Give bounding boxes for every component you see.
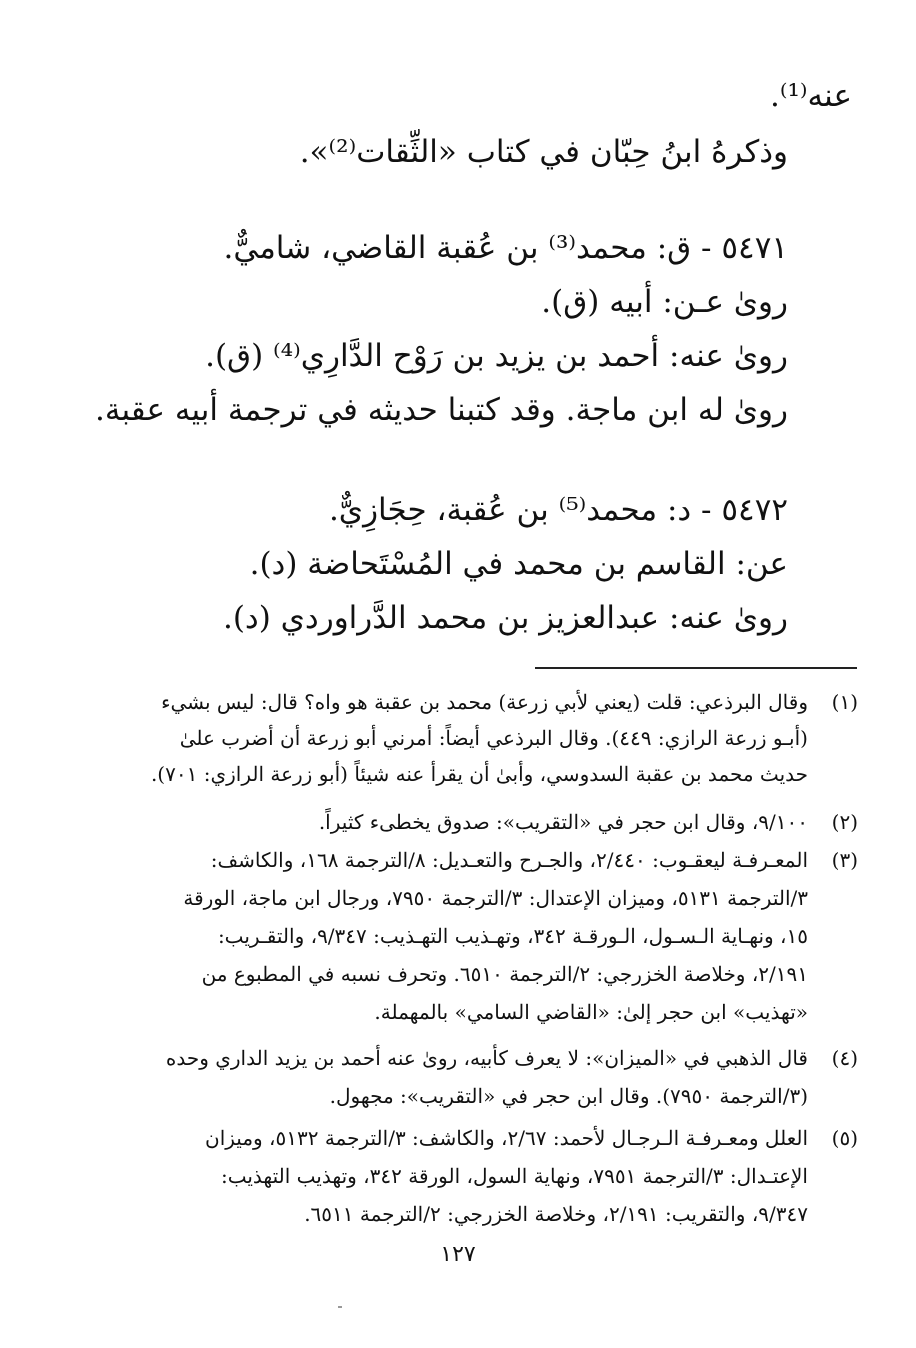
entry-5472-narrated-from: عن: القاسم بن محمد في المُسْتَحاضة (د). — [249, 546, 788, 582]
entry-5471-narrated-from: روىٰ عـن: أبيه (ق). — [541, 284, 788, 320]
footnote-line: ٩/٣٤٧، والتقريب: ٢/١٩١، وخلاصة الخزرجي: ٢/الترجمة ٦٥١١. — [304, 1202, 808, 1226]
footnote-line: «تهذيب» ابن حجر إلىٰ: «القاضي السامي» بالمهملة. — [374, 1000, 808, 1024]
entry-5472-heading: ٥٤٧٢ - د: محمد⁽⁵⁾ بن عُقبة، حِجَازِيٌّ. — [328, 492, 788, 528]
entry-5471-heading: ٥٤٧١ - ق: محمد⁽³⁾ بن عُقبة القاضي، شاميٌّ. — [223, 230, 788, 266]
footnote-line: العلل ومعـرفـة الـرجـال لأحمد: ٢/٦٧، والكاشف: ٣/الترجمة ٥١٣٢، وميزان — [205, 1126, 808, 1150]
footnote-number: (١) — [831, 690, 858, 714]
footnote-number: (٥) — [831, 1126, 858, 1150]
main-line-continuation: عنه⁽¹⁾. — [770, 78, 852, 114]
footnote-line: ٣/الترجمة ٥١٣١، وميزان الإعتدال: ٣/الترجمة ٧٩٥٠، ورجال ابن ماجة، الورقة — [183, 886, 808, 910]
footnote-line: وقال البرذعي: قلت (يعني لأبي زرعة) محمد بن عقبة هو واه؟ قال: ليس بشيء — [161, 690, 808, 714]
footnote-number: (٣) — [831, 848, 858, 872]
footnote-line: المعـرفـة ليعقـوب: ٢/٤٤٠، والجـرح والتعـديل: ٨/الترجمة ١٦٨، والكاشف: — [210, 848, 808, 872]
footnote-divider — [535, 667, 857, 669]
entry-5472-narrated-by: روىٰ عنه: عبدالعزيز بن محمد الدَّراوردي (د). — [222, 600, 788, 636]
footnote-number: (٤) — [831, 1046, 858, 1070]
entry-5471-note: روىٰ له ابن ماجة. وقد كتبنا حديثه في ترجمة أبيه عقبة. — [94, 392, 788, 428]
footnote-line: (٣/الترجمة ٧٩٥٠). وقال ابن حجر في «التقريب»: مجهول. — [329, 1084, 808, 1108]
page-number: ١٢٧ — [440, 1242, 476, 1267]
footnote-number: (٢) — [831, 810, 858, 834]
scan-speck — [338, 1306, 342, 1308]
footnote-line: قال الذهبي في «الميزان»: لا يعرف كأبيه، روىٰ عنه أحمد بن يزيد الداري وحده — [165, 1046, 808, 1070]
main-line-ibn-hibban: وذكرهُ ابنُ حِبّان في كتاب «الثِّقات⁽²⁾». — [299, 134, 788, 170]
footnote-line: (أبـو زرعة الرازي: ٤٤٩). وقال البرذعي أيضاً: أمرني أبو زرعة أن أضرب علىٰ — [179, 726, 808, 750]
footnote-line: ١٥، ونهـاية الـسـول، الـورقـة ٣٤٢، وتهـذيب التهـذيب: ٩/٣٤٧، والتقـريب: — [217, 924, 808, 948]
footnote-line: الإعتـدال: ٣/الترجمة ٧٩٥١، ونهاية السول، الورقة ٣٤٢، وتهذيب التهذيب: — [220, 1164, 808, 1188]
footnote-line: حديث محمد بن عقبة السدوسي، وأبىٰ أن يقرأ عنه شيئاً (أبو زرعة الرازي: ٧٠١). — [150, 762, 808, 786]
footnote-line: ٩/١٠٠، وقال ابن حجر في «التقريب»: صدوق يخطىء كثيراً. — [318, 810, 808, 834]
footnote-line: ٢/١٩١، وخلاصة الخزرجي: ٢/الترجمة ٦٥١٠. وتحرف نسبه في المطبوع من — [201, 962, 808, 986]
entry-5471-narrated-by: روىٰ عنه: أحمد بن يزيد بن رَوْح الدَّارِي⁽⁴⁾ (ق). — [205, 338, 788, 374]
